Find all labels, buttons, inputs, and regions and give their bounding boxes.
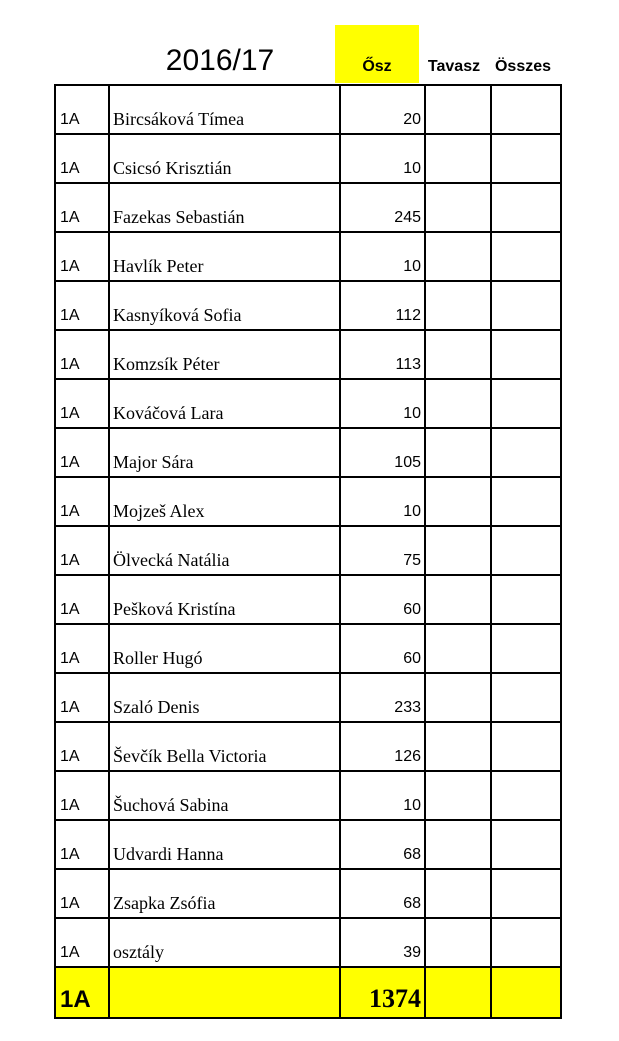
student-name-cell: Havlík Peter xyxy=(109,232,340,281)
tavasz-score-cell xyxy=(425,134,491,183)
student-name-cell: Udvardi Hanna xyxy=(109,820,340,869)
class-cell: 1A xyxy=(55,722,109,771)
total-osz-cell: 1374 xyxy=(340,967,425,1018)
student-name-cell: Roller Hugó xyxy=(109,624,340,673)
osz-score-cell: 10 xyxy=(340,477,425,526)
table-row xyxy=(55,85,561,134)
table-row xyxy=(55,918,561,967)
osszes-score-cell xyxy=(491,134,561,183)
class-cell: 1A xyxy=(55,477,109,526)
osszes-score-cell xyxy=(491,379,561,428)
tavasz-score-cell xyxy=(425,232,491,281)
osszes-score-cell xyxy=(491,526,561,575)
table-row xyxy=(55,722,561,771)
student-name-cell: Bircsáková Tímea xyxy=(109,85,340,134)
osz-score-cell: 60 xyxy=(340,624,425,673)
table-row xyxy=(55,428,561,477)
total-row xyxy=(55,967,561,1018)
class-cell: 1A xyxy=(55,281,109,330)
tavasz-score-cell xyxy=(425,918,491,967)
osz-score-cell: 39 xyxy=(340,918,425,967)
osszes-score-cell xyxy=(491,183,561,232)
osz-score-cell: 20 xyxy=(340,85,425,134)
student-name-cell: Zsapka Zsófia xyxy=(109,869,340,918)
table-row xyxy=(55,673,561,722)
student-name-cell: Kasnyíková Sofia xyxy=(109,281,340,330)
class-cell: 1A xyxy=(55,624,109,673)
student-name-cell: Mojzeš Alex xyxy=(109,477,340,526)
column-header-osz: Ősz xyxy=(362,58,392,75)
column-header-tavasz: Tavasz xyxy=(427,58,481,75)
scores-table xyxy=(54,84,562,1019)
osszes-score-cell xyxy=(491,918,561,967)
total-osszes-cell xyxy=(491,967,561,1018)
osszes-score-cell xyxy=(491,85,561,134)
student-name-cell: Csicsó Krisztián xyxy=(109,134,340,183)
tavasz-score-cell xyxy=(425,624,491,673)
table-row xyxy=(55,281,561,330)
page-title: 2016/17 xyxy=(165,44,275,77)
class-cell: 1A xyxy=(55,379,109,428)
osszes-score-cell xyxy=(491,820,561,869)
class-cell: 1A xyxy=(55,673,109,722)
table-row xyxy=(55,575,561,624)
table-row xyxy=(55,232,561,281)
tavasz-score-cell xyxy=(425,575,491,624)
student-name-cell: Ölvecká Natália xyxy=(109,526,340,575)
tavasz-score-cell xyxy=(425,771,491,820)
class-cell: 1A xyxy=(55,330,109,379)
osz-score-cell: 68 xyxy=(340,869,425,918)
tavasz-score-cell xyxy=(425,869,491,918)
table-row xyxy=(55,771,561,820)
tavasz-score-cell xyxy=(425,722,491,771)
osszes-score-cell xyxy=(491,281,561,330)
osz-score-cell: 75 xyxy=(340,526,425,575)
osz-score-cell: 10 xyxy=(340,134,425,183)
total-tavasz-cell xyxy=(425,967,491,1018)
osz-score-cell: 60 xyxy=(340,575,425,624)
osz-score-cell: 126 xyxy=(340,722,425,771)
tavasz-score-cell xyxy=(425,526,491,575)
osz-score-cell: 68 xyxy=(340,820,425,869)
student-name-cell: Šuchová Sabina xyxy=(109,771,340,820)
table-row xyxy=(55,477,561,526)
student-name-cell: Komzsík Péter xyxy=(109,330,340,379)
osszes-score-cell xyxy=(491,330,561,379)
osszes-score-cell xyxy=(491,869,561,918)
student-name-cell: Ševčík Bella Victoria xyxy=(109,722,340,771)
class-cell: 1A xyxy=(55,575,109,624)
class-cell: 1A xyxy=(55,134,109,183)
osz-score-cell: 105 xyxy=(340,428,425,477)
osz-score-cell: 245 xyxy=(340,183,425,232)
class-cell: 1A xyxy=(55,232,109,281)
osz-score-cell: 113 xyxy=(340,330,425,379)
tavasz-score-cell xyxy=(425,85,491,134)
table-row xyxy=(55,820,561,869)
tavasz-score-cell xyxy=(425,183,491,232)
table-row xyxy=(55,183,561,232)
tavasz-score-cell xyxy=(425,820,491,869)
tavasz-score-cell xyxy=(425,673,491,722)
osszes-score-cell xyxy=(491,575,561,624)
class-cell: 1A xyxy=(55,918,109,967)
tavasz-score-cell xyxy=(425,428,491,477)
class-cell: 1A xyxy=(55,869,109,918)
student-name-cell: Szaló Denis xyxy=(109,673,340,722)
class-cell: 1A xyxy=(55,183,109,232)
class-cell: 1A xyxy=(55,771,109,820)
table-row xyxy=(55,330,561,379)
student-name-cell: Pešková Kristína xyxy=(109,575,340,624)
osszes-score-cell xyxy=(491,673,561,722)
total-class-cell: 1A xyxy=(55,967,109,1018)
osz-score-cell: 112 xyxy=(340,281,425,330)
table-row xyxy=(55,379,561,428)
table-row xyxy=(55,526,561,575)
table-row xyxy=(55,869,561,918)
tavasz-score-cell xyxy=(425,477,491,526)
column-header-osszes: Összes xyxy=(494,58,552,75)
osz-score-cell: 233 xyxy=(340,673,425,722)
scores-table-body xyxy=(55,85,561,1018)
total-name-cell xyxy=(109,967,340,1018)
osszes-score-cell xyxy=(491,232,561,281)
student-name-cell: Kováčová Lara xyxy=(109,379,340,428)
osszes-score-cell xyxy=(491,477,561,526)
osszes-score-cell xyxy=(491,624,561,673)
osz-score-cell: 10 xyxy=(340,771,425,820)
student-name-cell: osztály xyxy=(109,918,340,967)
class-cell: 1A xyxy=(55,428,109,477)
tavasz-score-cell xyxy=(425,379,491,428)
tavasz-score-cell xyxy=(425,281,491,330)
class-cell: 1A xyxy=(55,85,109,134)
osz-score-cell: 10 xyxy=(340,232,425,281)
osszes-score-cell xyxy=(491,428,561,477)
table-row xyxy=(55,624,561,673)
osszes-score-cell xyxy=(491,722,561,771)
table-row xyxy=(55,134,561,183)
osz-score-cell: 10 xyxy=(340,379,425,428)
class-cell: 1A xyxy=(55,526,109,575)
tavasz-score-cell xyxy=(425,330,491,379)
student-name-cell: Fazekas Sebastián xyxy=(109,183,340,232)
osszes-score-cell xyxy=(491,771,561,820)
student-name-cell: Major Sára xyxy=(109,428,340,477)
class-cell: 1A xyxy=(55,820,109,869)
